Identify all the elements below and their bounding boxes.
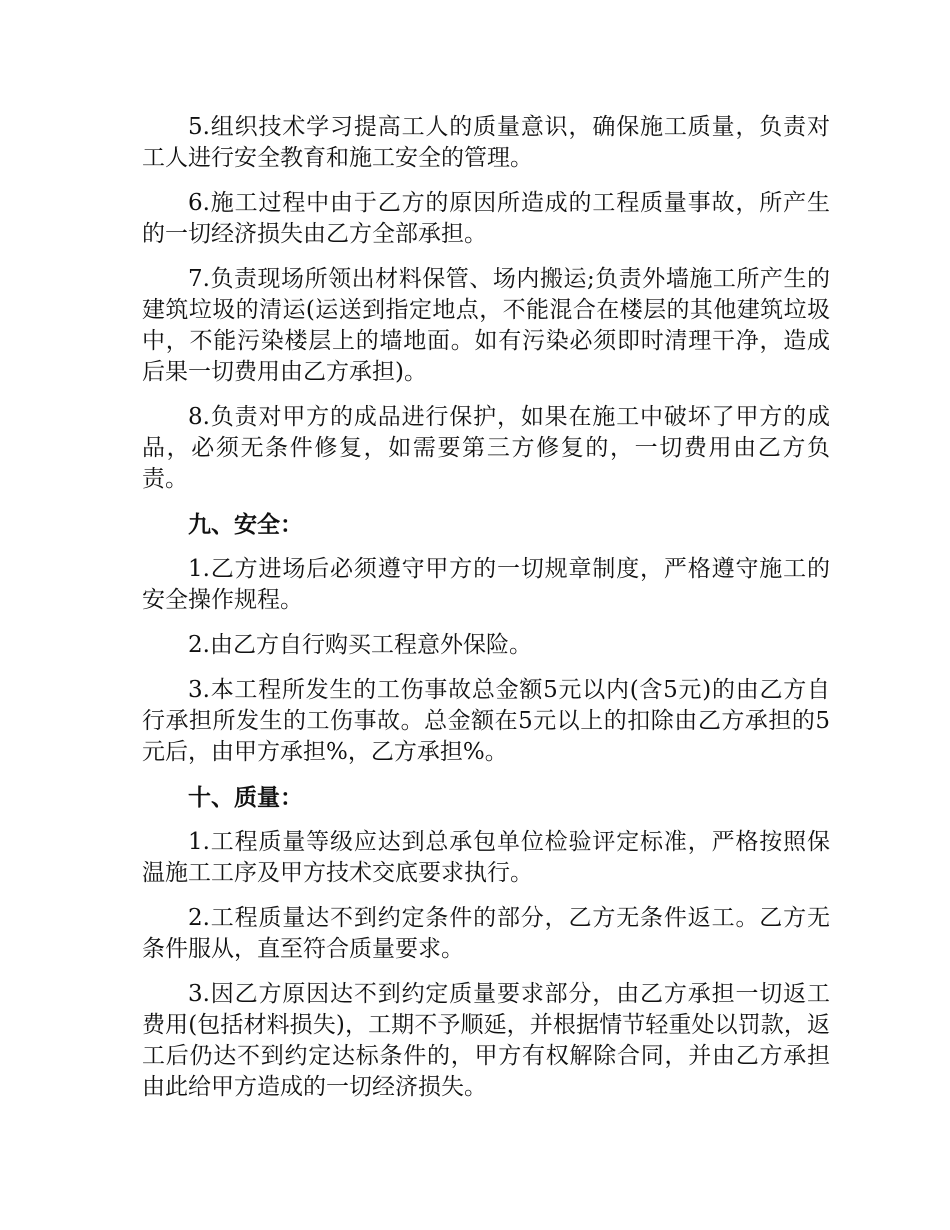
document-page bbox=[142, 112, 830, 1117]
clause-paragraph: 1.乙方进场后必须遵守甲方的一切规章制度，严格遵守施工的安全操作规程。 bbox=[142, 556, 830, 613]
section-heading-quality: 十、质量： bbox=[188, 784, 303, 811]
section-heading-safety: 九、安全： bbox=[188, 511, 303, 538]
clause-paragraph: 1.工程质量等级应达到总承包单位检验评定标准，严格按照保温施工工序及甲方技术交底要求执行。 bbox=[142, 829, 830, 886]
clause-paragraph: 6.施工过程中由于乙方的原因所造成的工程质量事故，所产生的一切经济损失由乙方全部承担。 bbox=[142, 190, 830, 247]
clause-paragraph: 3.因乙方原因达不到约定质量要求部分，由乙方承担一切返工费用(包括材料损失)，工期不予顺延，并根据情节轻重处以罚款，返工后仍达不到约定达标条件的，甲方有权解除合同，并由乙方承担由此给甲方造成的一切经济损失。 bbox=[142, 981, 830, 1100]
clause-paragraph: 7.负责现场所领出材料保管、场内搬运;负责外墙施工所产生的建筑垃圾的清运(运送到指定地点，不能混合在楼层的其他建筑垃圾中，不能污染楼层上的墙地面。如有污染必须即时清理干净，造成后果一切费用由乙方承担)。 bbox=[142, 266, 830, 385]
clause-paragraph: 2.由乙方自行购买工程意外保险。 bbox=[188, 632, 532, 658]
clause-paragraph: 3.本工程所发生的工伤事故总金额5元以内(含5元)的由乙方自行承担所发生的工伤事故。总金额在5元以上的扣除由乙方承担的5元后，由甲方承担%，乙方承担%。 bbox=[142, 677, 830, 765]
clause-paragraph: 5.组织技术学习提高工人的质量意识，确保施工质量，负责对工人进行安全教育和施工安全的管理。 bbox=[142, 114, 830, 171]
clause-paragraph: 2.工程质量达不到约定条件的部分，乙方无条件返工。乙方无条件服从，直至符合质量要求。 bbox=[142, 905, 830, 962]
clause-paragraph: 8.负责对甲方的成品进行保护，如果在施工中破坏了甲方的成品，必须无条件修复，如需要第三方修复的，一切费用由乙方负责。 bbox=[142, 404, 830, 492]
